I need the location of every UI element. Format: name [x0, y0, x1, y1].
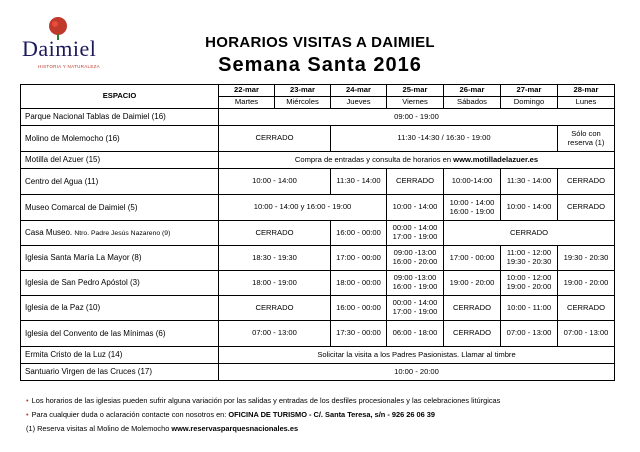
venue-name: Iglesia del Convento de las Mínimas (6) [21, 321, 219, 347]
hours-cell: 09:00 - 19:00 [219, 109, 615, 126]
venue-name: Iglesia de la Paz (10) [21, 296, 219, 321]
hours-cell: 17:00 - 00:00 [444, 246, 501, 271]
hours-cell: 10:00 - 14:00 16:00 - 19:00 [444, 195, 501, 221]
venue-name: Motilla del Azuer (15) [21, 152, 219, 169]
venue-name: Molino de Molemocho (16) [21, 126, 219, 152]
page-subtitle: Semana Santa 2016 [218, 54, 422, 76]
table-row [21, 246, 615, 271]
header-day: Jueves [331, 97, 387, 109]
hours-cell: 11:30 - 14:00 [331, 169, 387, 195]
header-date: 23-mar [275, 85, 331, 97]
header-row-dates [21, 85, 615, 97]
table-row [21, 321, 615, 347]
hours-cell: 18:00 - 19:00 [219, 271, 331, 296]
hours-cell: CERRADO [387, 169, 444, 195]
hours-cell: 17:00 - 00:00 [331, 246, 387, 271]
header-day: Viernes [387, 97, 444, 109]
bullet-icon: • [26, 410, 29, 419]
hours-cell: 18:00 - 00:00 [331, 271, 387, 296]
hours-cell: 00:00 - 14:00 17:00 - 19:00 [387, 296, 444, 321]
footnote-2: • Para cualquier duda o aclaración contacte con nosotros en: OFICINA DE TURISMO - C/. Santa Teresa, s/n - 926 26 06 39 [26, 410, 435, 419]
logo-wordmark: Daimiel [22, 36, 97, 61]
hours-cell: 06:00 - 18:00 [387, 321, 444, 347]
hours-cell: 10:00 - 14:00 [387, 195, 444, 221]
header-day: Domingo [501, 97, 558, 109]
hours-cell: 10:00 - 12:00 19:00 - 20:00 [501, 271, 558, 296]
header-day: Lunes [558, 97, 615, 109]
hours-cell: CERRADO [444, 221, 615, 246]
header-day: Martes [219, 97, 275, 109]
hours-cell: Sólo con reserva (1) [558, 126, 615, 152]
venue-name: Iglesia de San Pedro Apóstol (3) [21, 271, 219, 296]
hours-cell: 10:00 - 11:00 [501, 296, 558, 321]
hours-cell: 18:30 - 19:30 [219, 246, 331, 271]
header-espacio: ESPACIO [21, 85, 219, 109]
hours-cell: 11:00 - 12:00 19:30 - 20:30 [501, 246, 558, 271]
hours-cell: 11:30 -14:30 / 16:30 - 19:00 [331, 126, 558, 152]
hours-cell: 16:00 - 00:00 [331, 296, 387, 321]
hours-cell: 11:30 - 14:00 [501, 169, 558, 195]
table-row [21, 347, 615, 364]
header-date: 26-mar [444, 85, 501, 97]
hours-cell: CERRADO [558, 169, 615, 195]
hours-cell: 19:00 - 20:00 [444, 271, 501, 296]
header-date: 28-mar [558, 85, 615, 97]
venue-name: Iglesia Santa María La Mayor (8) [21, 246, 219, 271]
table-row [21, 221, 615, 246]
hours-cell: CERRADO [558, 296, 615, 321]
header-date: 27-mar [501, 85, 558, 97]
venue-name: Centro del Agua (11) [21, 169, 219, 195]
hours-cell: 17:30 - 00:00 [331, 321, 387, 347]
table-row [21, 195, 615, 221]
hours-cell: 07:00 - 13:00 [501, 321, 558, 347]
hours-cell: CERRADO [444, 296, 501, 321]
venue-name: Santuario Virgen de las Cruces (17) [21, 364, 219, 381]
hours-cell: 00:00 - 14:00 17:00 - 19:00 [387, 221, 444, 246]
venue-name: Parque Nacional Tablas de Daimiel (16) [21, 109, 219, 126]
hours-cell: 19:30 - 20:30 [558, 246, 615, 271]
venue-name: Casa Museo. Ntro. Padre Jesús Nazareno (9) [21, 221, 219, 246]
motilla-link[interactable]: www.motilladelazuer.es [453, 154, 539, 164]
hours-cell: 09:00 -13:00 16:00 - 19:00 [387, 271, 444, 296]
hours-cell: Compra de entradas y consulta de horarios en www.motilladelazuer.es [219, 152, 615, 169]
schedule-table [20, 84, 615, 381]
header-date: 22-mar [219, 85, 275, 97]
table-row [21, 126, 615, 152]
header-date: 24-mar [331, 85, 387, 97]
header-day: Miércoles [275, 97, 331, 109]
hours-cell: 07:00 - 13:00 [558, 321, 615, 347]
header-date: 25-mar [387, 85, 444, 97]
hours-cell: CERRADO [219, 221, 331, 246]
footnote-1: • Los horarios de las iglesias pueden sufrir alguna variación por las salidas y entradas de los desfiles procesionales y las celebraciones litúrgicas [26, 396, 501, 405]
table-row [21, 296, 615, 321]
hours-cell: 19:00 - 20:00 [558, 271, 615, 296]
page-title: HORARIOS VISITAS A DAIMIEL [205, 34, 435, 51]
venue-name: Museo Comarcal de Daimiel (5) [21, 195, 219, 221]
header-day: Sábados [444, 97, 501, 109]
logo-tagline: HISTORIA Y NATURALEZA [38, 64, 100, 69]
reservas-link[interactable]: www.reservasparquesnacionales.es [171, 424, 299, 433]
hours-cell: 10:00 - 14:00 [219, 169, 331, 195]
table-row [21, 152, 615, 169]
table-row [21, 109, 615, 126]
venue-name: Ermita Cristo de la Luz (14) [21, 347, 219, 364]
table-row [21, 364, 615, 381]
hours-cell: CERRADO [558, 195, 615, 221]
hours-cell: 10:00 - 14:00 [501, 195, 558, 221]
bullet-icon: • [26, 396, 29, 405]
hours-cell: 16:00 - 00:00 [331, 221, 387, 246]
hours-cell: CERRADO [219, 126, 331, 152]
hours-cell: 10:00-14:00 [444, 169, 501, 195]
table-row [21, 169, 615, 195]
hours-cell: 10:00 - 14:00 y 16:00 - 19:00 [219, 195, 387, 221]
hours-cell: 10:00 - 20:00 [219, 364, 615, 381]
hours-cell: Solicitar la visita a los Padres Pasionistas. Llamar al timbre [219, 347, 615, 364]
hours-cell: CERRADO [219, 296, 331, 321]
footnote-3: (1) Reserva visitas al Molino de Molemocho www.reservasparquesnacionales.es [26, 424, 299, 433]
table-row [21, 271, 615, 296]
hours-cell: 09:00 -13:00 16:00 - 20:00 [387, 246, 444, 271]
hours-cell: CERRADO [444, 321, 501, 347]
hours-cell: 07:00 - 13:00 [219, 321, 331, 347]
